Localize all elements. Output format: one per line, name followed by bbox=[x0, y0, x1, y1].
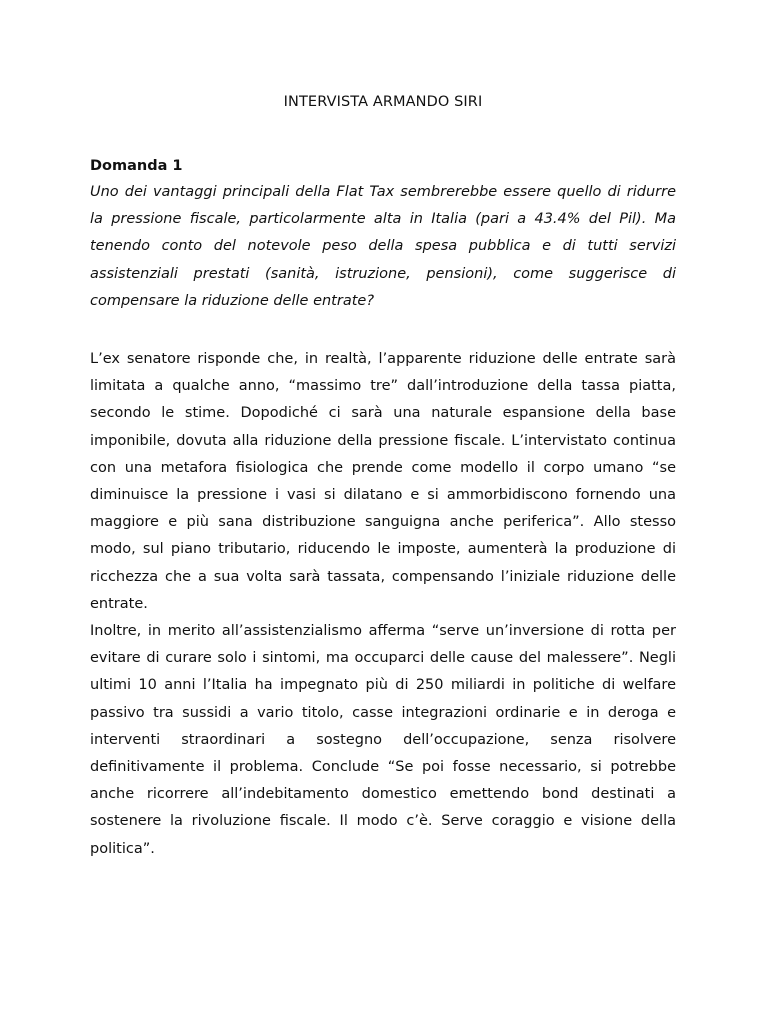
document-title: INTERVISTA ARMANDO SIRI bbox=[283, 94, 483, 110]
answer-section bbox=[90, 346, 676, 863]
answer-paragraph-1: L’ex senatore risponde che, in realtà, l’apparente riduzione delle entrate sarà limitata a qualche anno, “massimo tre” dall’introduzione della tassa piatta, secondo le stime. Dopodiché ci sarà una naturale espansione della base imponibile, dovuta alla riduzione della pressione fiscale. L’intervistato continua con una metafora fisiologica che prende come modello il corpo umano “se diminuisce la pressione i vasi si dilatano e si ammorbidiscono fornendo una maggiore e più sana distribuzione sanguigna anche periferica”. Allo stesso modo, sul piano tributario, riducendo le imposte, aumenterà la produzione di ricchezza che a sua volta sarà tassata, compensando l’iniziale riduzione delle entrate. bbox=[90, 351, 676, 612]
question-heading: Domanda 1 bbox=[90, 158, 183, 174]
answer-paragraph-2: Inoltre, in merito all’assistenzialismo afferma “serve un’inversione di rotta per evitare di curare solo i sintomi, ma occuparci delle cause del malessere”. Negli ultimi 10 anni l’Italia ha impegnato più di 250 miliardi in politiche di welfare passivo tra sussidi a vario titolo, casse integrazioni ordinarie e in deroga e interventi straordinari a sostegno dell’occupazione, senza risolvere definitivamente il problema. Conclude “Se poi fosse necessario, si potrebbe anche ricorrere all’indebitamento domestico emettendo bond destinati a sostenere la rivoluzione fiscale. Il modo c’è. Serve coraggio e visione della politica”. bbox=[90, 623, 676, 857]
question-text: Uno dei vantaggi principali della Flat Tax sembrerebbe essere quello di ridurre la pressione fiscale, particolarmente alta in Italia (pari a 43.4% del Pil). Ma tenendo conto del notevole peso della spesa pubblica e di tutti servizi assistenziali prestati (sanità, istruzione, pensioni), come suggerisce di compensare la riduzione delle entrate? bbox=[90, 184, 676, 309]
